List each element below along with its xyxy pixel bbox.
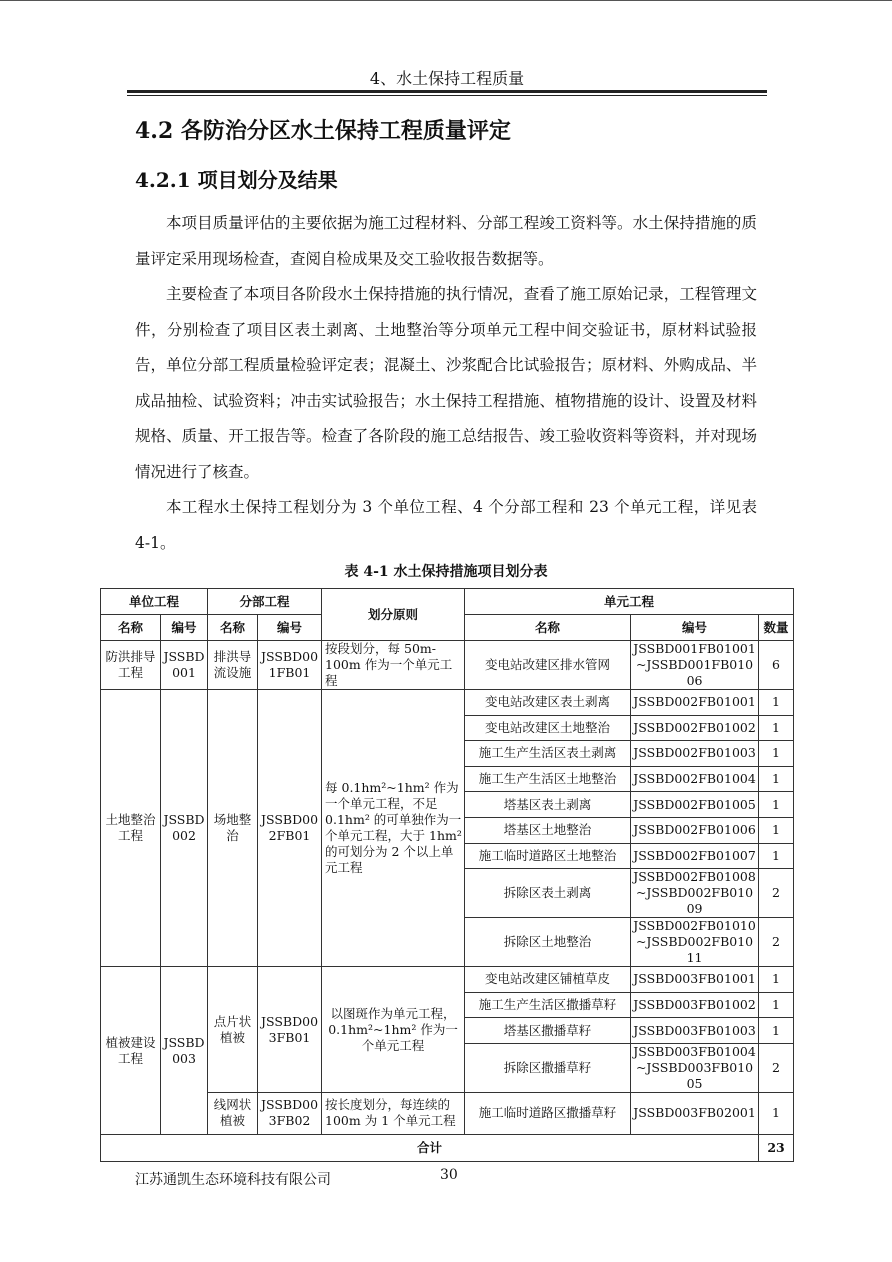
- element-code-cell: JSSBD002FB01002: [631, 715, 759, 741]
- element-code-cell: JSSBD003FB02001: [631, 1092, 759, 1134]
- element-count-cell: 1: [759, 715, 794, 741]
- unit-name-cell: 防洪排导工程: [101, 641, 161, 690]
- unit-code-cell: JSSBD003: [161, 967, 208, 1135]
- element-code-cell: JSSBD003FB01002: [631, 992, 759, 1018]
- element-code-cell: JSSBD003FB01001: [631, 967, 759, 993]
- unit-code-cell: JSSBD002: [161, 690, 208, 967]
- principle-cell: 按长度划分，每连续的 100m 为 1 个单元工程: [322, 1092, 465, 1134]
- header-cell: 单位工程: [101, 589, 208, 615]
- element-count-cell: 1: [759, 967, 794, 993]
- element-count-cell: 2: [759, 918, 794, 967]
- footer-company: 江苏通凯生态环境科技有限公司: [135, 1172, 331, 1188]
- element-code-cell: JSSBD003FB01003: [631, 1018, 759, 1044]
- project-division-table: [100, 588, 794, 1162]
- header-rule-thick: [127, 90, 767, 93]
- total-count-cell: 23: [759, 1134, 794, 1161]
- table-header-row: [101, 589, 794, 615]
- body-text: [135, 206, 757, 561]
- element-name-cell: 塔基区土地整治: [465, 817, 631, 843]
- element-count-cell: 2: [759, 1043, 794, 1092]
- element-name-cell: 施工临时道路区撒播草籽: [465, 1092, 631, 1134]
- running-header: 4、水土保持工程质量: [369, 69, 525, 88]
- element-count-cell: 1: [759, 690, 794, 716]
- element-count-cell: 1: [759, 792, 794, 818]
- element-count-cell: 1: [759, 843, 794, 869]
- element-code-cell: JSSBD002FB01001: [631, 690, 759, 716]
- element-count-cell: 2: [759, 869, 794, 918]
- division-code-cell: JSSBD002FB01: [258, 690, 322, 967]
- element-count-cell: 1: [759, 766, 794, 792]
- header-cell: 编号: [161, 615, 208, 641]
- element-name-cell: 拆除区表土剥离: [465, 869, 631, 918]
- element-code-cell: JSSBD002FB01010~JSSBD002FB01011: [631, 918, 759, 967]
- principle-cell: 按段划分，每 50m-100m 作为一个单元工程: [322, 641, 465, 690]
- page-number: 30: [440, 1167, 458, 1183]
- element-count-cell: 6: [759, 641, 794, 690]
- element-name-cell: 塔基区撒播草籽: [465, 1018, 631, 1044]
- header-cell: 名称: [465, 615, 631, 641]
- element-name-cell: 变电站改建区排水管网: [465, 641, 631, 690]
- element-name-cell: 变电站改建区铺植草皮: [465, 967, 631, 993]
- header-cell: 编号: [631, 615, 759, 641]
- element-count-cell: 1: [759, 817, 794, 843]
- header-cell: 名称: [101, 615, 161, 641]
- division-name-cell: 线网状植被: [208, 1092, 258, 1134]
- total-row: [101, 1134, 794, 1161]
- unit-name-cell: 植被建设工程: [101, 967, 161, 1135]
- header-cell: 单元工程: [465, 589, 794, 615]
- table-row: [101, 641, 794, 690]
- element-code-cell: JSSBD001FB01001~JSSBD001FB01006: [631, 641, 759, 690]
- header-cell: 编号: [258, 615, 322, 641]
- element-code-cell: JSSBD002FB01005: [631, 792, 759, 818]
- element-name-cell: 施工生产生活区撒播草籽: [465, 992, 631, 1018]
- element-code-cell: JSSBD002FB01006: [631, 817, 759, 843]
- header-cell: 名称: [208, 615, 258, 641]
- top-border-line: [0, 0, 892, 1]
- element-count-cell: 1: [759, 1018, 794, 1044]
- header-cell: 数量: [759, 615, 794, 641]
- paragraph: 本项目质量评估的主要依据为施工过程材料、分部工程竣工资料等。水土保持措施的质量评定采用现场检查，查阅自检成果及交工验收报告数据等。: [135, 214, 757, 268]
- header-cell: 分部工程: [208, 589, 322, 615]
- table-caption: 表 4-1 水土保持措施项目划分表: [344, 564, 548, 580]
- division-name-cell: 点片状植被: [208, 967, 258, 1093]
- element-count-cell: 1: [759, 1092, 794, 1134]
- total-label-cell: 合计: [101, 1134, 759, 1161]
- element-name-cell: 施工临时道路区土地整治: [465, 843, 631, 869]
- element-name-cell: 变电站改建区土地整治: [465, 715, 631, 741]
- element-code-cell: JSSBD003FB01004~JSSBD003FB01005: [631, 1043, 759, 1092]
- element-name-cell: 变电站改建区表土剥离: [465, 690, 631, 716]
- element-name-cell: 塔基区表土剥离: [465, 792, 631, 818]
- element-name-cell: 施工生产生活区表土剥离: [465, 741, 631, 767]
- element-count-cell: 1: [759, 992, 794, 1018]
- principle-cell: 每 0.1hm²~1hm² 作为一个单元工程，不足 0.1hm² 的可单独作为一个单元工程，大于 1hm² 的可划分为 2 个以上单元工程: [322, 690, 465, 967]
- header-rule-thin: [127, 95, 767, 96]
- division-code-cell: JSSBD003FB02: [258, 1092, 322, 1134]
- division-code-cell: JSSBD003FB01: [258, 967, 322, 1093]
- division-code-cell: JSSBD001FB01: [258, 641, 322, 690]
- table-row: [101, 967, 794, 993]
- element-code-cell: JSSBD002FB01008~JSSBD002FB01009: [631, 869, 759, 918]
- unit-name-cell: 土地整治工程: [101, 690, 161, 967]
- element-name-cell: 拆除区撒播草籽: [465, 1043, 631, 1092]
- element-name-cell: 施工生产生活区土地整治: [465, 766, 631, 792]
- element-code-cell: JSSBD002FB01004: [631, 766, 759, 792]
- table-row: [101, 690, 794, 716]
- paragraph: 主要检查了本项目各阶段水土保持措施的执行情况，查看了施工原始记录，工程管理文件，分别检查了项目区表土剥离、土地整治等分项单元工程中间交验证书，原材料试验报告，单位分部工程质量检验评定表；混凝土、沙浆配合比试验报告；原材料、外购成品、半成品抽检、试验资料；冲击实试验报告；水土保持工程措施、植物措施的设计、设置及材料规格、质量、开工报告等。检查了各阶段的施工总结报告、竣工验收资料等资料，并对现场情况进行了核查。: [135, 285, 757, 481]
- paragraph: 本工程水土保持工程划分为 3 个单位工程、4 个分部工程和 23 个单元工程，详见表 4-1。: [135, 498, 757, 552]
- element-count-cell: 1: [759, 741, 794, 767]
- division-name-cell: 场地整治: [208, 690, 258, 967]
- principle-cell: 以图斑作为单元工程，0.1hm²~1hm² 作为一个单元工程: [322, 967, 465, 1093]
- unit-code-cell: JSSBD001: [161, 641, 208, 690]
- element-name-cell: 拆除区土地整治: [465, 918, 631, 967]
- section-title: 4.2 各防治分区水土保持工程质量评定: [135, 118, 511, 144]
- division-name-cell: 排洪导流设施: [208, 641, 258, 690]
- element-code-cell: JSSBD002FB01007: [631, 843, 759, 869]
- header-cell: 划分原则: [322, 589, 465, 641]
- element-code-cell: JSSBD002FB01003: [631, 741, 759, 767]
- subsection-title: 4.2.1 项目划分及结果: [135, 168, 338, 192]
